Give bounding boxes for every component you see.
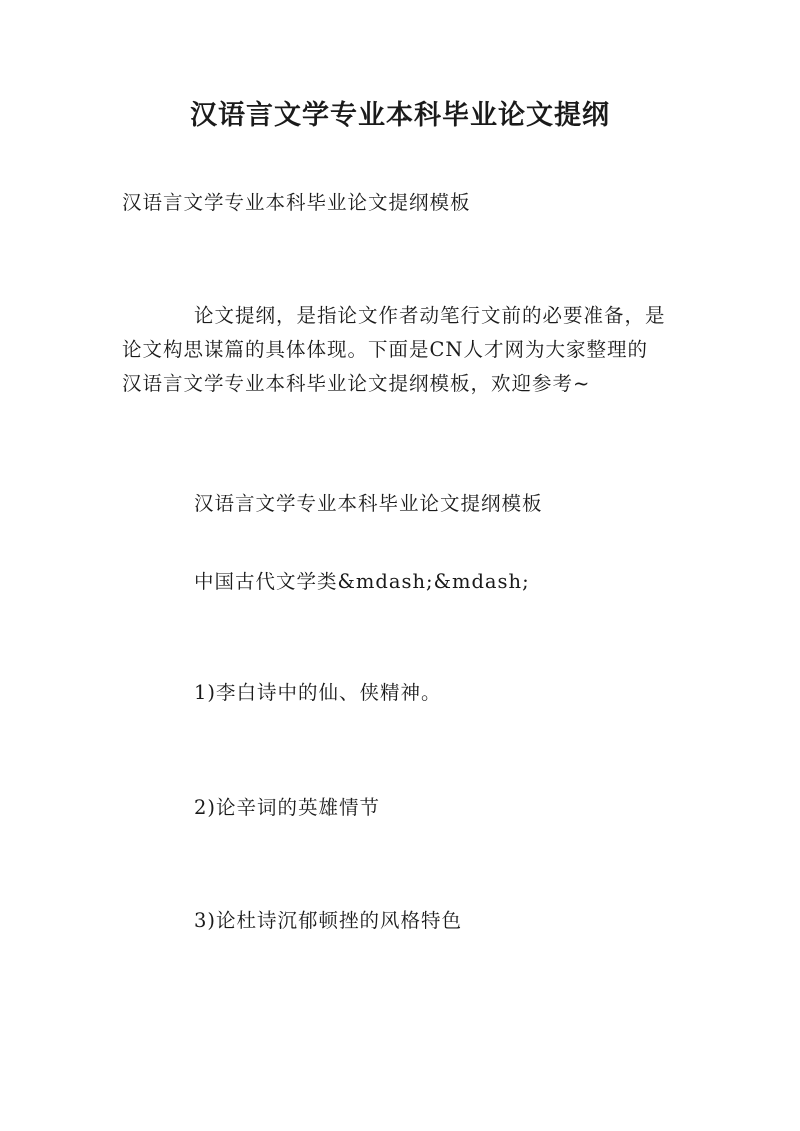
list-item: 2)论辛词的英雄情节 (194, 796, 381, 819)
intro-line-2: 论文构思谋篇的具体体现。下面是CN人才网为大家整理的 (122, 338, 648, 361)
section-heading: 汉语言文学专业本科毕业论文提纲模板 (194, 492, 543, 515)
intro-line-3: 汉语言文学专业本科毕业论文提纲模板，欢迎参考~ (122, 372, 591, 395)
intro-paragraph (122, 299, 682, 401)
list-item: 1)李白诗中的仙、侠精神。 (194, 681, 442, 704)
intro-line-1: 论文提纲，是指论文作者动笔行文前的必要准备，是 (194, 304, 666, 327)
document-subtitle: 汉语言文学专业本科毕业论文提纲模板 (122, 191, 471, 214)
document-title: 汉语言文学专业本科毕业论文提纲 (190, 100, 610, 131)
category-heading: 中国古代文学类&mdash;&mdash; (194, 570, 530, 593)
list-item: 3)论杜诗沉郁顿挫的风格特色 (194, 909, 463, 932)
